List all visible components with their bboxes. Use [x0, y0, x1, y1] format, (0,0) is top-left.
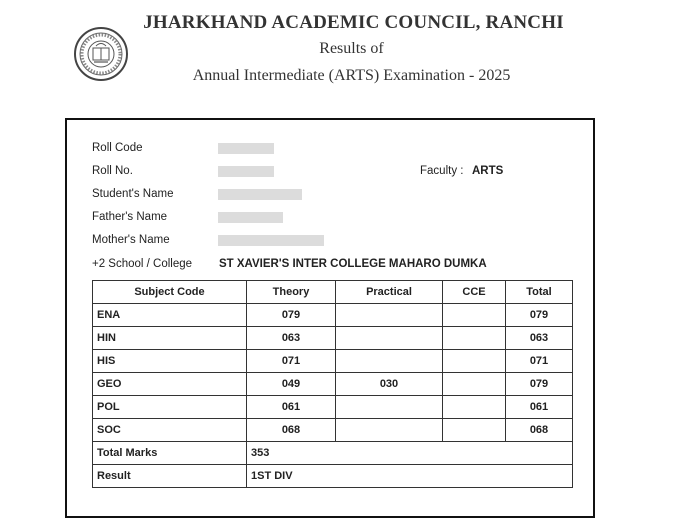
table-row	[93, 373, 573, 396]
header-practical: Practical	[336, 281, 443, 304]
cce-marks	[443, 350, 506, 373]
result-label: Result	[93, 465, 247, 488]
school-label: +2 School / College	[92, 258, 193, 270]
theory-marks: 049	[247, 373, 336, 396]
cce-marks	[443, 373, 506, 396]
cce-marks	[443, 419, 506, 442]
council-title: JHARKHAND ACADEMIC COUNCIL, RANCHI	[143, 12, 564, 33]
table-row	[93, 396, 573, 419]
subject-code: HIS	[93, 350, 247, 373]
subject-code: ENA	[93, 304, 247, 327]
total-marks: 071	[506, 350, 573, 373]
father-name-redacted	[218, 212, 283, 223]
cce-marks	[443, 396, 506, 419]
theory-marks: 061	[247, 396, 336, 419]
total-marks-label: Total Marks	[93, 442, 247, 465]
roll-code-redacted	[218, 143, 274, 154]
cce-marks	[443, 327, 506, 350]
table-row	[93, 419, 573, 442]
total-marks: 063	[506, 327, 573, 350]
cce-marks	[443, 304, 506, 327]
mother-name-label: Mother's Name	[92, 234, 170, 246]
father-name-label: Father's Name	[92, 211, 168, 223]
practical-marks	[336, 419, 443, 442]
result-value: 1ST DIV	[247, 465, 573, 488]
header-cce: CCE	[443, 281, 506, 304]
theory-marks: 063	[247, 327, 336, 350]
subject-code: SOC	[93, 419, 247, 442]
practical-marks	[336, 350, 443, 373]
subject-code: POL	[93, 396, 247, 419]
table-row	[93, 327, 573, 350]
total-marks: 079	[506, 304, 573, 327]
practical-marks	[336, 304, 443, 327]
subject-code: GEO	[93, 373, 247, 396]
result-row	[93, 465, 573, 488]
student-name-label: Student's Name	[92, 188, 174, 200]
roll-code-label: Roll Code	[92, 142, 143, 154]
practical-marks	[336, 327, 443, 350]
faculty-label: Faculty :	[420, 165, 464, 177]
student-name-redacted	[218, 189, 302, 200]
header-subject-code: Subject Code	[93, 281, 247, 304]
roll-no-label: Roll No.	[92, 165, 133, 177]
results-subtitle: Results of	[319, 40, 384, 57]
theory-marks: 071	[247, 350, 336, 373]
mother-name-redacted	[218, 235, 324, 246]
theory-marks: 079	[247, 304, 336, 327]
header-total: Total	[506, 281, 573, 304]
roll-no-redacted	[218, 166, 274, 177]
subject-code: HIN	[93, 327, 247, 350]
faculty-value: ARTS	[472, 165, 504, 177]
total-marks-value: 353	[247, 442, 573, 465]
header-theory: Theory	[247, 281, 336, 304]
school-value: ST XAVIER'S INTER COLLEGE MAHARO DUMKA	[219, 258, 487, 270]
marks-table	[92, 280, 573, 488]
total-marks: 079	[506, 373, 573, 396]
total-marks: 068	[506, 419, 573, 442]
exam-title: Annual Intermediate (ARTS) Examination - 2025	[192, 67, 511, 84]
table-row	[93, 304, 573, 327]
total-marks-row	[93, 442, 573, 465]
practical-marks	[336, 396, 443, 419]
theory-marks: 068	[247, 419, 336, 442]
total-marks: 061	[506, 396, 573, 419]
table-row	[93, 350, 573, 373]
practical-marks: 030	[336, 373, 443, 396]
result-card	[65, 118, 595, 518]
